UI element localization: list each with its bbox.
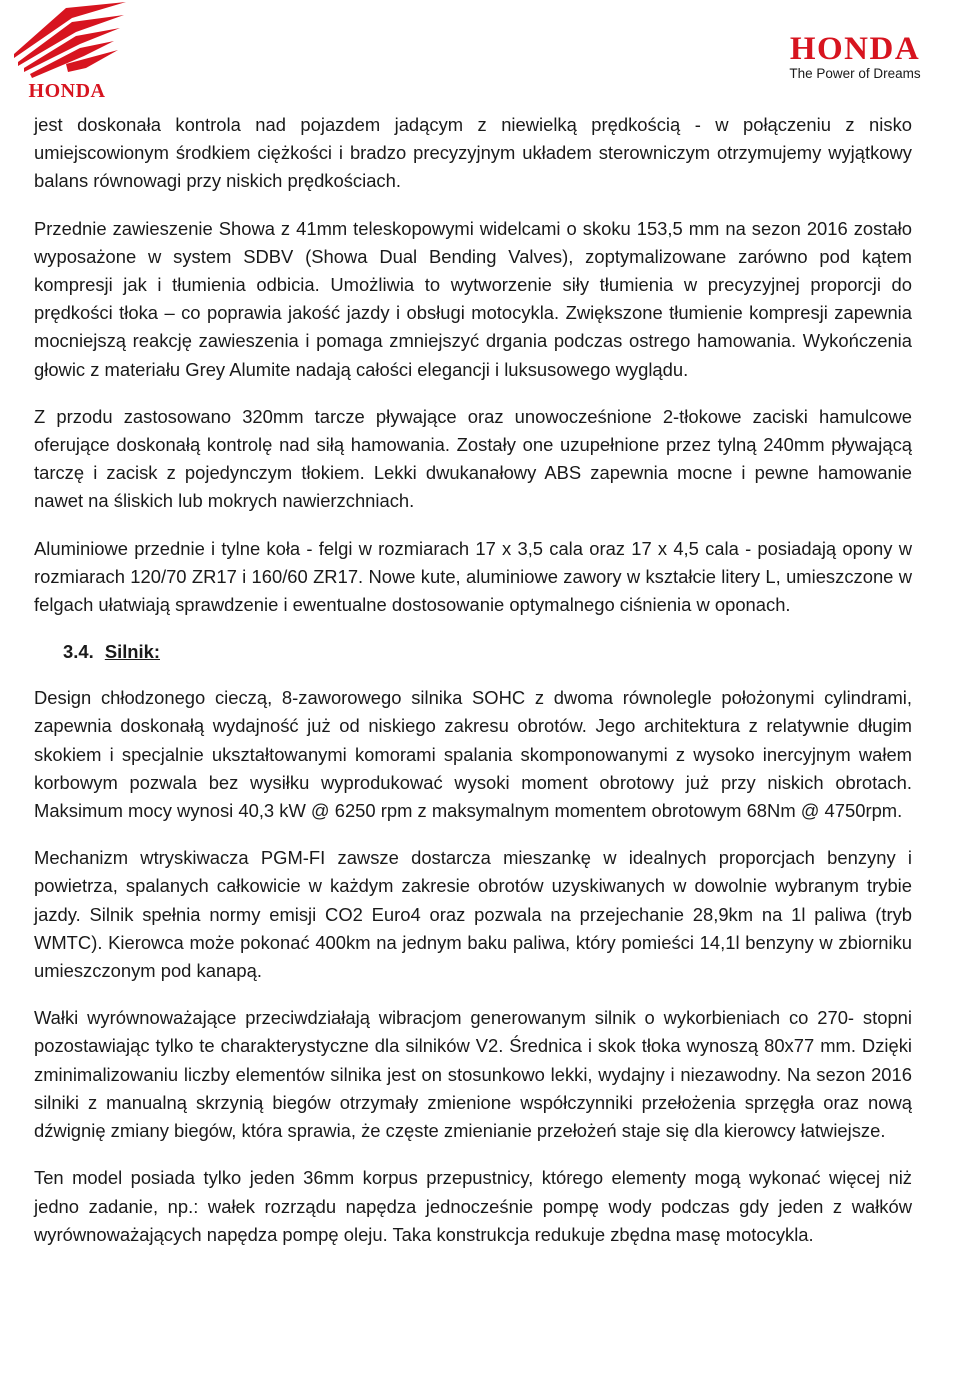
paragraph: jest doskonała kontrola nad pojazdem jadącym z niewielką prędkością - w połączeniu z nisko umiejscowionym środkiem ciężkości i bradzo precyzyjnym układem sterowniczym otrzymujemy wyjątkowy balans równowagi przy niskich prędkościach. [34, 114, 912, 192]
honda-wing-logo-icon [6, 2, 128, 98]
section-heading [63, 638, 912, 666]
paragraph: Wałki wyrównoważające przeciwdziałają wibracjom generowanym silnik o wykorbieniach co 270- stopni pozostawiając tylko te charakterystyczne dla silników V2. Średnica i skok tłoka wynoszą 80x77 mm. Dzięki zminimalizowaniu liczby elementów silnika jest on stosunkowo lekki, wydajny i niezawodny. Na sezon 2016 silniki z manualną skrzynią biegów otrzymały zmienione współczynniki przełożenia sprzęgła oraz nową dźwignię zmiany biegów, która sprawia, że częste zmienianie przełożeń staje się dla kierowcy łatwiejsze. [34, 1007, 912, 1142]
paragraph: Przednie zawieszenie Showa z 41mm teleskopowymi widelcami o skoku 153,5 mm na sezon 2016 zostało wyposażone w system SDBV (Showa Dual Bending Valves), zoptymalizowane zarówno pod kątem kompresji jak i tłumienia odbicia. Umożliwia to wytworzenie siły tłumienia w precyzyjnej proporcji do prędkości tłoka – co poprawia jakość jazdy i obsługi motocykla. Zwiększone tłumienie kompresji zapewnia mocniejszą reakcję zawieszenia i pomaga zmniejszyć drgania podczas ostrego hamowania. Wykończenia głowic z materiału Grey Alumite nadają całości elegancji i luksusowego wyglądu. [34, 217, 912, 380]
paragraph: Mechanizm wtryskiwacza PGM-FI zawsze dostarcza mieszankę w idealnych proporcjach benzyny i powietrza, spalanych całkowicie w każdym zakresie obrotów uzyskiwanych w dowolnie wybranym trybie jazdy. Silnik spełnia normy emisji CO2 Euro4 oraz pozwala na przejechanie 28,9km na 1l paliwa (tryb WMTC). Kierowca może pokonać 400km na jednym baku paliwa, który pomieści 14,1l benzyny w zbiorniku umieszczonym pod kanapą. [34, 847, 912, 982]
section-title: Silnik: [104, 641, 160, 663]
paragraph: Ten model posiada tylko jeden 36mm korpus przepustnicy, którego elementy mogą wykonać więcej niż jedno zadanie, np.: wałek rozrządu napędza jednocześnie pompę wody podczas gdy jeden z wałków wyrównoważających napędza pompę oleju. Taka konstrukcja redukuje zbędna masę motocykla. [34, 1167, 912, 1245]
paragraph: Z przodu zastosowano 320mm tarcze pływające oraz unowocześnione 2-tłokowe zaciski hamulcowe oferujące doskonałą kontrolę nad siłą hamowania. Zostały one uzupełnione przez tylną 240mm pływającą tarczę i zacisk z pojedynczym tłokiem. Lekki dwukanałowy ABS zapewnia mocne i pewne hamowanie nawet na śliskich lub mokrych nawierzchniach. [34, 405, 912, 512]
paragraph: Design chłodzonego cieczą, 8-zaworowego silnika SOHC z dwoma równolegle położonymi cylindrami, zapewnia doskonałą wydajność już od niskiego zakresu obrotów. Jego architektura z relatywnie długim skokiem i specjalnie ukształtowanymi komorami spalania skomponowanymi z wysoko inercyjnym wałem korbowym pozwala bez wysiłku wyprodukować wysoki moment obrotowy już przy niskich obrotach. Maksimum mocy wynosi 40,3 kW @ 6250 rpm z maksymalnym momentem obrotowym 68Nm @ 4750rpm. [34, 687, 912, 822]
svg-text:HONDA: HONDA [28, 80, 106, 98]
brand-slogan: The Power of Dreams [789, 66, 921, 81]
brand-name: HONDA [789, 32, 921, 67]
paragraph: Aluminiowe przednie i tylne koła - felgi w rozmiarach 17 x 3,5 cala oraz 17 x 4,5 cala - posiadają opony w rozmiarach 120/70 ZR17 i 160/60 ZR17. Nowe kute, aluminiowe zawory w kształcie litery L, umieszczone w felgach ułatwiają sprawdzenie i ewentualne dostosowanie optymalnego ciśnienia w oponach. [34, 537, 912, 616]
document-body [34, 111, 912, 1268]
honda-brand-logo [756, 32, 954, 82]
section-number: 3.4. [63, 641, 94, 663]
page-header [0, 0, 960, 105]
